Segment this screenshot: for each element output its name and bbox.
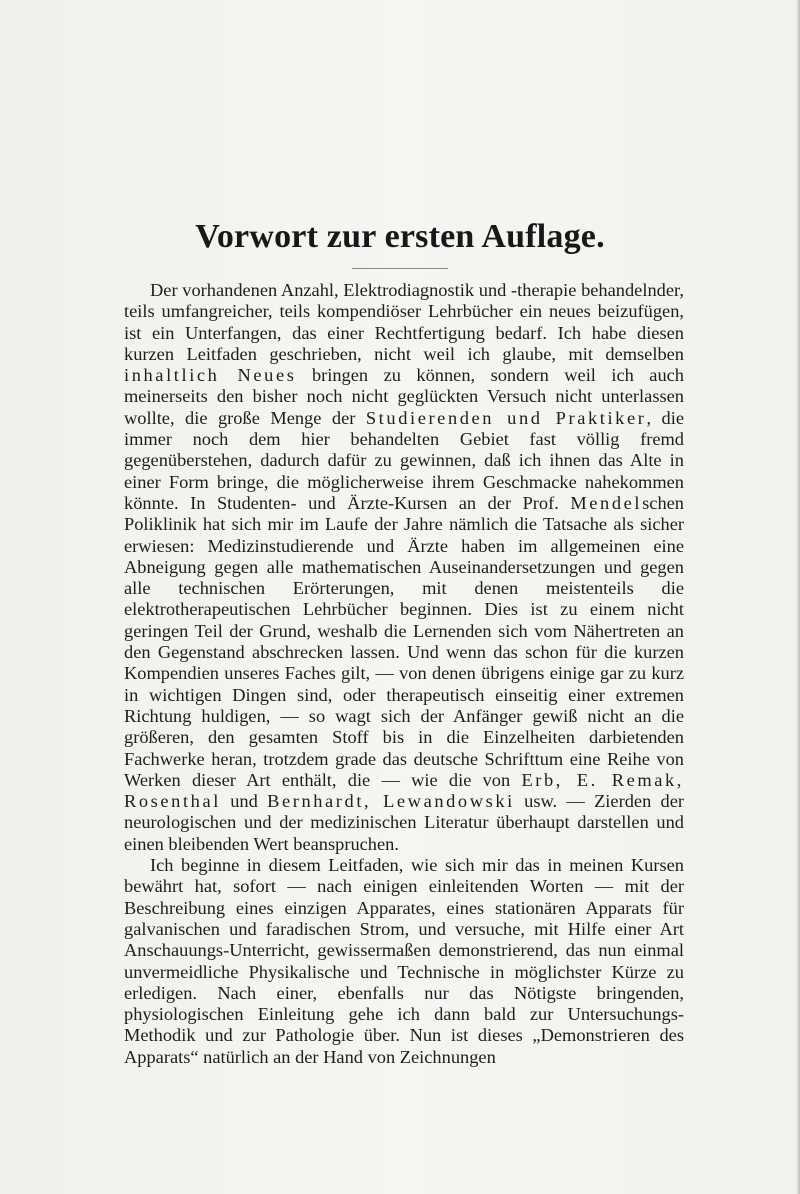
text-segment: , die immer noch dem hier behandelten Gebiet fast völlig fremd gegenüberstehen, dadurch dafür zu gewinnen, daß ich ihnen das Alte in einer Form bringe, die möglicherweise ihrem Geschmacke nahekommen könnte. In Studenten- und Ärzte-Kursen an der Prof. (124, 407, 684, 513)
emphasis-inhaltlich-neues: inhaltlich Neues (124, 365, 297, 386)
paragraph-1 (124, 280, 684, 855)
emphasis-studierenden-praktiker: Studierenden und Praktiker (365, 407, 647, 428)
text-segment: Der vorhandenen Anzahl, Elektrodiagnostik und -therapie behandelnder, teils umfangreicher, teils kompendiöser Lehrbücher ein neues beizufügen, ist ein Unterfangen, das einer Rechtfertigung bedarf. Ich habe diesen kurzen Leitfaden geschrieben, nicht weil ich glaube, mit demselben (124, 280, 684, 364)
emphasis-mendel: Mendel (570, 492, 643, 513)
page-edge-shadow (796, 0, 800, 1194)
text-segment: bringen zu können, sondern weil ich auch meinerseits den bisher noch nicht geglückten Versuch nicht unterlassen wollte, die große Menge der (124, 365, 684, 428)
text-segment: schen Poliklinik hat sich mir im Laufe der Jahre nämlich die Tatsache als sicher erwiesen: Medizinstudierende und Ärzte haben im allgemeinen eine Abneigung gegen alle mathematischen Auseinandersetzungen und gegen alle technischen Erörterungen, mit denen meistenteils die elektrotherapeutischen Lehrbücher beginnen. Dies ist zu einem nicht geringen Teil der Grund, weshalb die Lernenden sich vom Nähertreten an den Gegenstand abschrecken lassen. Und wenn das schon für die kurzen Kompendien unseres Faches gilt, — von denen übrigens einige gar zu kurz in wichtigen Dingen sind, oder therapeutisch einseitig einer extremen Richtung huldigen, — so wagt sich der Anfänger gewiß nicht an die größeren, den gesamten Stoff bis in die Einzelheiten darbietenden Fachwerke heran, trotzdem grade das deutsche Schrifttum eine Reihe von Werken dieser Art enthält, die — wie die von (124, 492, 684, 790)
emphasis-author-names-1: Erb, E. Remak, Rosenthal (124, 769, 684, 812)
body-text (124, 280, 684, 1068)
paragraph-2: Ich beginne in diesem Leitfaden, wie sich mir das in meinen Kursen bewährt hat, sofort — nach einigen einleitenden Worten — mit der Beschreibung eines einzigen Apparates, eines stationären Apparats für galvanischen und faradischen Strom, und versuche, mit Hilfe einer Art Anschauungs-Unterricht, gewissermaßen demonstrierend, das nun einmal unvermeidliche Physikalische und Technische in möglichster Kürze zu erledigen. Nach einer, ebenfalls nur das Nötigste bringenden, physiologischen Einleitung gehe ich dann bald zur Untersuchungs-Methodik und zur Pathologie über. Nun ist dieses „Demonstrieren des Apparats“ natürlich an der Hand von Zeichnungen (124, 855, 684, 1067)
page-title: Vorwort zur ersten Auflage. (195, 218, 605, 255)
text-segment: und (220, 791, 268, 812)
text-segment: usw. — Zierden der neurologischen und der medizinischen Literatur überhaupt darstellen und einen bleibenden Wert beanspruchen. (124, 791, 685, 854)
title-rule (352, 268, 448, 269)
emphasis-author-names-2: Bernhardt, Lewandowski (267, 791, 515, 812)
